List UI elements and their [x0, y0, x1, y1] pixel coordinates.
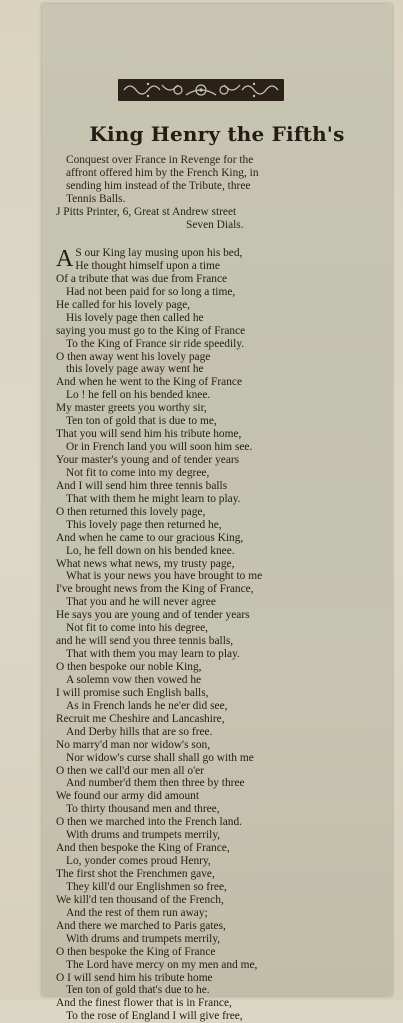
verse-line: My master greets you worthy sir, — [56, 402, 207, 415]
verse-line: We found our army did amount — [56, 790, 200, 803]
ballad-subtitle — [56, 154, 366, 232]
verse-line: With drums and trumpets merrily, — [66, 829, 221, 842]
verse-line: Or in French land you will soon him see. — [66, 441, 253, 454]
verse-line: O then bespoke the King of France — [56, 945, 216, 958]
verse-line: His lovely page then called he — [66, 311, 204, 324]
verse-line: As in French lands he ne'er did see, — [66, 699, 228, 712]
decorative-border-ornament — [118, 79, 284, 101]
verse-line: They kill'd our Englishmen so free, — [66, 880, 227, 893]
verse-line: He called for his lovely page, — [56, 298, 191, 311]
subtitle-line: Tennis Balls. — [66, 193, 126, 205]
verse-line: What is your news you have brought to me — [66, 570, 263, 583]
ballad-title: King Henry the Fifth's — [89, 122, 345, 146]
verse-line: And when he went to the King of France — [56, 376, 242, 389]
verse-line: He says you are young and of tender years — [56, 609, 250, 622]
verse-line: O I will send him his tribute home — [56, 971, 213, 984]
verse-line: Lo, he fell down on his bended knee. — [66, 544, 235, 557]
subtitle-line: Conquest over France in Revenge for the — [66, 154, 254, 166]
verse-line: Not fit to come into his degree, — [66, 622, 209, 635]
verse-line: No marry'd man nor widow's son, — [56, 738, 211, 751]
verse-line: Of a tribute that was due from France — [56, 272, 228, 285]
verse-line: Not fit to come into my degree, — [66, 466, 210, 479]
verse-list — [56, 247, 386, 1023]
printer-address: Seven Dials. — [186, 219, 244, 231]
verse-line: O then away went his lovely page — [56, 350, 211, 363]
verse-line: Lo ! he fell on his bended knee. — [66, 389, 211, 402]
verse-line: O then we call'd our men all o'er — [56, 764, 205, 777]
verse-line: And there we marched to Paris gates, — [56, 919, 226, 932]
verse-line: And when he came to our gracious King, — [56, 531, 244, 544]
verse-line: I will promise such English balls, — [56, 686, 209, 699]
verse-line: And I will send him three tennis balls — [56, 479, 228, 492]
verse-line: Ten ton of gold that is due to me, — [66, 415, 217, 428]
verse-line: this lovely page away went he — [66, 363, 204, 376]
verse-line: And the finest flower that is in France, — [56, 997, 232, 1010]
ballad-verses — [56, 247, 386, 1023]
verse-line: Lo, yonder comes proud Henry, — [66, 855, 211, 868]
verse-line: To the King of France sir ride speedily. — [66, 337, 245, 350]
verse-line: O then bespoke our noble King, — [56, 661, 202, 673]
verse-line: And number'd them then three by three — [66, 777, 245, 790]
verse-line: saying you must go to the King of France — [56, 324, 246, 337]
verse-line: And then bespoke the King of France, — [56, 842, 230, 855]
verse-line: Your master's young and of tender years — [56, 454, 240, 466]
verse-line: The first shot the Frenchmen gave, — [56, 868, 215, 880]
verse-line: This lovely page then returned he, — [66, 518, 222, 531]
verse-line: That with them you may learn to play. — [66, 648, 240, 661]
verse-line: That with them he might learn to play. — [66, 492, 241, 505]
drop-cap: A — [56, 246, 74, 272]
verse-line: Had not been paid for so long a time, — [66, 285, 236, 298]
verse-line: A solemn vow then vowed he — [66, 673, 202, 686]
verse-line: S our King lay musing upon his bed, — [75, 247, 243, 259]
subtitle-line: affront offered him by the French King, in — [66, 167, 259, 179]
verse-line: With drums and trumpets merrily, — [66, 932, 221, 945]
verse-line: The Lord have mercy on my men and me, — [66, 958, 258, 971]
verse-line: Nor widow's curse shall shall go with me — [66, 751, 254, 764]
verse-line: He thought himself upon a time — [75, 259, 220, 272]
printer-imprint: J Pitts Printer, 6, Great st Andrew street — [56, 206, 237, 218]
verse-line: That you will send him his tribute home, — [56, 428, 242, 441]
verse-line: What news what news, my trusty page, — [56, 557, 235, 570]
verse-line: O then returned this lovely page, — [56, 505, 206, 518]
verse-line: I've brought news from the King of France, — [56, 583, 254, 596]
verse-line: That you and he will never agree — [66, 596, 216, 609]
verse-line: O then we marched into the French land. — [56, 816, 242, 829]
verse-line: and he will send you three tennis balls, — [56, 635, 234, 648]
verse-line: And the rest of them run away; — [66, 906, 208, 919]
subtitle-line: sending him instead of the Tribute, three — [66, 180, 251, 192]
verse-line: To the rose of England I will give free, — [66, 1010, 243, 1023]
verse-line: Ten ton of gold that's due to he. — [66, 984, 210, 997]
verse-line: We kill'd ten thousand of the French, — [56, 893, 224, 906]
verse-line: And Derby hills that are so free. — [66, 725, 213, 738]
verse-line: Recruit me Cheshire and Lancashire, — [56, 712, 225, 725]
verse-line: To thirty thousand men and three, — [66, 803, 220, 816]
